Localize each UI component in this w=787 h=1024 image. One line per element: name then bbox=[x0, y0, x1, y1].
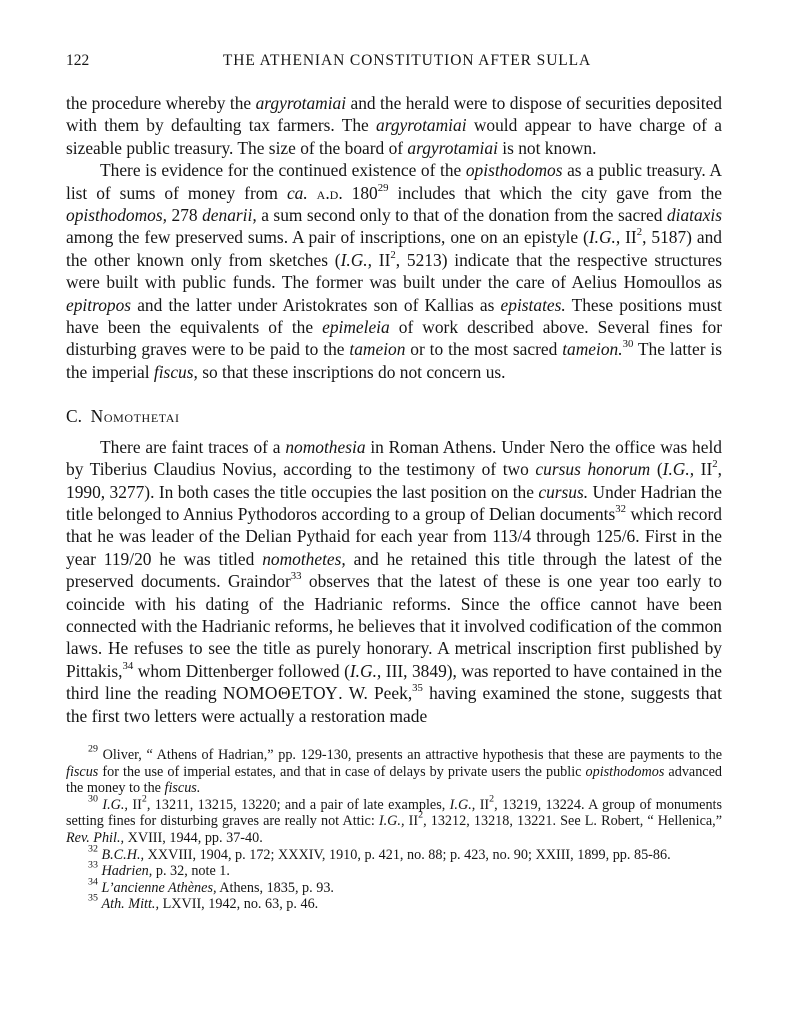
text: observes that the latest of these is one year too early to coincide with his dating of the Hadrianic reforms. Since the office cannot have been connected with the Hadrianic reforms, he believes that it involved codification of the common laws. He refuses to see the title as purely honorary. A metrical inscription first published by Pittakis, bbox=[66, 571, 723, 681]
text: II bbox=[694, 459, 713, 480]
text: II bbox=[127, 796, 142, 813]
text: These positions must have been the equivalents of the bbox=[66, 294, 722, 338]
text: LXVII, 1942, no. 63, p. 46. bbox=[159, 896, 319, 913]
footnote-ref-32[interactable]: 32 bbox=[615, 502, 627, 515]
text: . W. Peek, bbox=[338, 683, 413, 704]
text: II bbox=[371, 249, 391, 270]
text: whom Dittenberger followed ( bbox=[133, 660, 350, 681]
italic-term: cursus. bbox=[538, 481, 589, 502]
section-letter: C. bbox=[66, 406, 82, 427]
italic-term: I.G., bbox=[349, 660, 382, 681]
text: as a public treasury. A list of sums of money from bbox=[66, 160, 722, 203]
text: III, 3849), was reported to have contained in the third line the reading bbox=[66, 660, 723, 704]
body-text bbox=[66, 92, 722, 727]
footnote-35 bbox=[66, 892, 722, 913]
italic-term: fiscus. bbox=[164, 780, 201, 797]
text: Athens, 1835, p. 93. bbox=[216, 879, 334, 896]
text: II bbox=[404, 813, 419, 830]
greek-reading: ΝΟΜΟΘΕΤΟΥ bbox=[222, 683, 339, 704]
text: a sum second only to that of the donation from the sacred bbox=[256, 205, 667, 226]
footnote-number: 29 bbox=[88, 743, 98, 755]
footnote-number: 34 bbox=[88, 876, 98, 888]
section-heading-c bbox=[66, 405, 722, 427]
footnote-ref-34[interactable]: 34 bbox=[122, 659, 134, 672]
text: , 5187) and the other known only from sketches ( bbox=[66, 227, 723, 270]
italic-term: opisthodomos, bbox=[66, 205, 167, 226]
text: so that these inscriptions do not concern us. bbox=[197, 361, 506, 382]
text: II bbox=[620, 227, 637, 248]
italic-term: I.G., bbox=[449, 796, 476, 813]
italic-term: nomothetes, bbox=[262, 548, 346, 569]
italic-term: I.G., bbox=[588, 227, 621, 248]
italic-term: argyrotamiai bbox=[407, 137, 498, 158]
italic-term: tameion bbox=[349, 339, 406, 360]
text: , 13219, 13224. A group of monuments setting fines for disturbing graves are really not Attic: bbox=[66, 796, 723, 830]
italic-term: fiscus, bbox=[153, 361, 198, 382]
text: , 1990, 3277). In both cases the title occupies the last position on the bbox=[66, 459, 723, 502]
text: among the few preserved sums. A pair of inscriptions, one on an epistyle ( bbox=[66, 227, 589, 248]
text: XXVIII, 1904, p. 172; XXXIV, 1910, p. 421, no. 88; p. 423, no. 90; XXIII, 1899, pp. 85-86. bbox=[144, 846, 671, 863]
superscript: 2 bbox=[712, 458, 718, 471]
text: would appear to have charge of a sizeable public treasury. The size of the board of bbox=[66, 115, 722, 158]
text: of work described above. Several fines for disturbing graves were to be paid to the bbox=[66, 317, 722, 360]
italic-term: Hadrien, bbox=[101, 863, 153, 880]
paragraph-1 bbox=[66, 92, 722, 159]
italic-term: B.C.H., bbox=[101, 846, 145, 863]
footnote-29 bbox=[66, 743, 722, 797]
paragraph-2 bbox=[66, 159, 722, 383]
footnote-ref-30[interactable]: 30 bbox=[622, 338, 634, 351]
italic-term: I.G., bbox=[102, 796, 128, 813]
text: having examined the stone, suggests that the first two letters were actually a restoration made bbox=[66, 683, 722, 726]
superscript: 2 bbox=[390, 248, 396, 261]
text: ( bbox=[650, 459, 663, 480]
footnote-number: 33 bbox=[88, 859, 98, 871]
page-number: 122 bbox=[66, 52, 90, 69]
italic-term: tameion. bbox=[562, 339, 623, 360]
italic-term: L’ancienne Athènes, bbox=[101, 879, 217, 896]
superscript: 2 bbox=[636, 226, 643, 239]
italic-term: epistates. bbox=[500, 294, 566, 315]
footnotes bbox=[66, 743, 723, 913]
footnote-30 bbox=[66, 793, 723, 847]
text: II bbox=[475, 796, 490, 813]
footnote-ref-33[interactable]: 33 bbox=[290, 570, 302, 583]
text: 278 bbox=[166, 205, 203, 226]
italic-term: Ath. Mitt., bbox=[101, 896, 160, 913]
italic-term: argyrotamiai bbox=[376, 115, 467, 136]
text: for the use of imperial estates, and that in case of delays by private users the public bbox=[98, 763, 586, 780]
text bbox=[308, 183, 317, 203]
footnote-ref-29[interactable]: 29 bbox=[377, 181, 389, 194]
text: and the latter under Aristokrates son of Kallias as bbox=[131, 294, 501, 315]
text: The latter is the imperial bbox=[66, 339, 723, 382]
footnote-32 bbox=[66, 843, 722, 864]
text: in Roman Athens. Under Nero the office was held by Tiberius Claudius Novius, according to the testimony of two bbox=[66, 436, 722, 480]
footnote-number: 32 bbox=[88, 843, 98, 855]
footnote-33 bbox=[66, 859, 722, 880]
text: p. 32, note 1. bbox=[152, 863, 230, 880]
text: , 13211, 13215, 13220; and a pair of late examples, bbox=[146, 796, 450, 813]
superscript: 2 bbox=[418, 809, 424, 821]
text: There is evidence for the continued existence of the bbox=[100, 160, 466, 181]
footnote-34 bbox=[66, 876, 722, 897]
footnote-ref-35[interactable]: 35 bbox=[412, 682, 423, 695]
paragraph-3 bbox=[66, 436, 722, 727]
text: There are faint traces of a bbox=[100, 436, 286, 457]
superscript: 2 bbox=[489, 793, 495, 805]
italic-term: diataxis bbox=[666, 205, 722, 226]
italic-term: fiscus bbox=[66, 763, 99, 780]
italic-term: argyrotamiai bbox=[255, 93, 347, 113]
text: includes that which the city gave from the bbox=[388, 182, 722, 203]
italic-term: cursus honorum bbox=[535, 459, 651, 480]
text: the procedure whereby the bbox=[66, 93, 256, 113]
italic-term: nomothesia bbox=[285, 436, 366, 457]
text: , 5213) indicate that the respective structures were built with public funds. The former was built under the care of Aelius Homoullos as bbox=[66, 249, 722, 293]
italic-term: ca. bbox=[286, 182, 308, 203]
running-title: THE ATHENIAN CONSTITUTION AFTER SULLA bbox=[222, 52, 592, 69]
text: advanced the money to the bbox=[66, 763, 722, 797]
text: and he retained this title through the latest of the preserved documents. Graindor bbox=[66, 548, 723, 592]
italic-term: epimeleia bbox=[322, 317, 390, 338]
page bbox=[66, 52, 722, 913]
text: and the herald were to dispose of securities deposited with them by defaulting tax farmers. The bbox=[66, 93, 723, 136]
italic-term: I.G., bbox=[662, 459, 695, 480]
italic-term: I.G., bbox=[378, 813, 405, 830]
superscript: 2 bbox=[141, 793, 147, 805]
text: , 13212, 13218, 13221. See L. Robert, “ Hellenica,” bbox=[423, 813, 723, 830]
italic-term: Rev. Phil., bbox=[66, 829, 125, 846]
text: XVIII, 1944, pp. 37-40. bbox=[124, 829, 263, 846]
text: Oliver, “ Athens of Hadrian,” pp. 129-130, presents an attractive hypothesis that these are payments to the bbox=[97, 746, 722, 763]
italic-term: opisthodomos bbox=[465, 160, 563, 181]
small-caps-term: a.d. bbox=[316, 182, 343, 203]
footnote-number: 35 bbox=[88, 892, 98, 904]
running-head bbox=[66, 52, 722, 76]
text: Under Hadrian the title belonged to Annius Pythodoros according to a group of Delian documents bbox=[66, 481, 722, 524]
italic-term: I.G., bbox=[340, 249, 372, 270]
italic-term: epitropos bbox=[66, 294, 132, 315]
footnote-number: 30 bbox=[88, 793, 98, 805]
section-title: Nomothetai bbox=[90, 406, 180, 427]
italic-term: opisthodomos bbox=[585, 763, 665, 780]
text: is not known. bbox=[497, 137, 597, 158]
text: which record that he was leader of the Delian Pythaid for each year from 113/4 through 125/6. First in the year 119/20 he was titled bbox=[66, 503, 722, 569]
italic-term: denarii, bbox=[202, 205, 257, 226]
text: or to the most sacred bbox=[405, 339, 563, 360]
text: 180 bbox=[342, 182, 378, 203]
